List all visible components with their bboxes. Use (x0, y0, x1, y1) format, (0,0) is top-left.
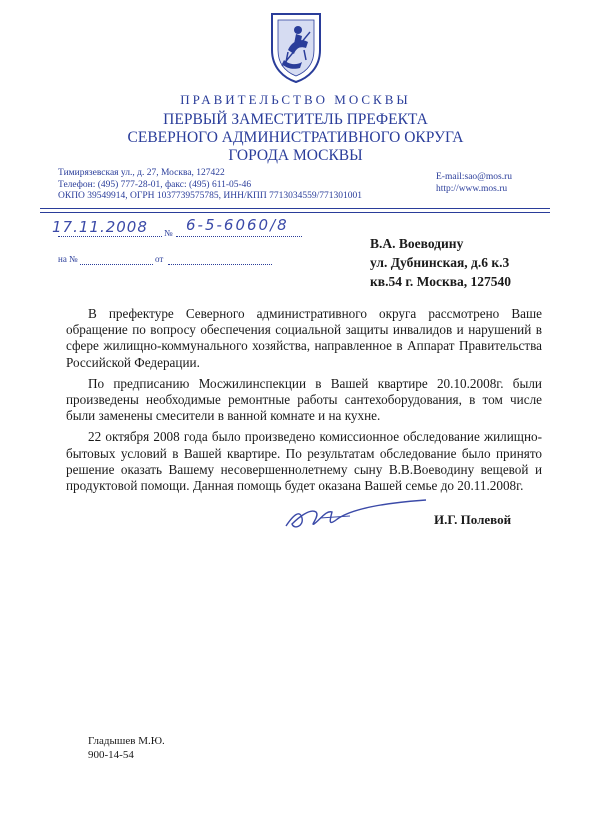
addressee-street: ул. Дубнинская, д.6 к.3 (370, 255, 510, 270)
website-text: http://www.mos.ru (436, 183, 508, 194)
government-title: ПРАВИТЕЛЬСТВО МОСКВЫ (180, 92, 411, 107)
online-contacts (436, 172, 512, 195)
email-text: E-mail:sao@mos.ru (436, 172, 513, 182)
phone-text: Телефон: (495) 777-28-01, факс: (495) 611-05-46 (58, 179, 252, 190)
addressee-name: В.А. Воеводину (370, 236, 464, 251)
reference-number-label: на № (58, 254, 78, 264)
executor-block (88, 734, 165, 762)
handwritten-signature (280, 496, 430, 536)
signer-name: И.Г. Полевой (434, 512, 512, 527)
reference-date-label: от (155, 254, 164, 264)
address-text: Тимирязевская ул., д. 27, Москва, 127422 (58, 168, 225, 178)
addressee-city: кв.54 г. Москва, 127540 (370, 274, 512, 289)
office-title-line: СЕВЕРНОГО АДМИНИСТРАТИВНОГО ОКРУГА (127, 129, 464, 146)
registration-number: 6-5-6060/8 (186, 216, 289, 234)
reference-date-line (168, 264, 272, 265)
registration-date: 17.11.2008 (52, 218, 148, 236)
contact-details (58, 168, 362, 203)
office-title-line: ГОРОДА МОСКВЫ (228, 147, 363, 164)
moscow-coat-of-arms-icon (266, 10, 326, 84)
letter-body (66, 306, 542, 499)
executor-phone: 900-14-54 (88, 749, 134, 761)
header-divider-thin (40, 212, 550, 213)
office-title (0, 111, 591, 165)
addressee-block (370, 234, 511, 291)
body-paragraph: В префектуре Северного административного округа рассмотрено Ваше обращение по вопросу обеспечения социальной защиты инвалидов и нарушений в сфере жилищно-коммунального хозяйства, направленное в Аппарат Правительства Российской Федерации. (66, 306, 542, 370)
registration-number-label: № (164, 228, 173, 238)
date-underline (58, 236, 162, 237)
header-divider (40, 208, 550, 209)
executor-name: Гладышев М.Ю. (88, 735, 165, 747)
number-underline (176, 236, 302, 237)
reference-number-line (80, 264, 153, 265)
registry-codes-text: ОКПО 39549914, ОГРН 1037739575785, ИНН/КПП 7713034559/771301001 (58, 191, 362, 201)
office-title-line: ПЕРВЫЙ ЗАМЕСТИТЕЛЬ ПРЕФЕКТА (163, 111, 428, 128)
body-paragraph: По предписанию Мосжилинспекции в Вашей квартире 20.10.2008г. были произведены необходимые ремонтные работы сантехоборудования, в том числе были заменены смесители в ванной комнате и на кухне. (66, 375, 542, 424)
body-paragraph: 22 октября 2008 года было произведено комиссионное обследование жилищно-бытовых условий в Вашей квартире. По результатам обследование было принято решение оказать Вашему несовершеннолетнему сыну В.В.Воеводину вещевой и продуктовой помощи. Данная помощь будет оказана Вашей семье до 20.11.2008г. (66, 429, 542, 494)
